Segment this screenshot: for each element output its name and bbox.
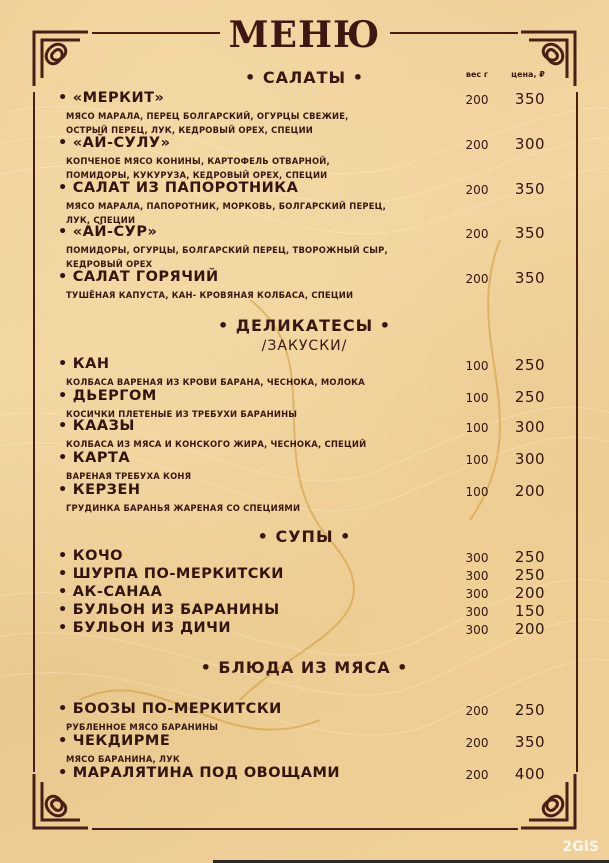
dish-price: 350 [514, 733, 546, 751]
dish-weight: 200 [465, 704, 489, 718]
dish-description: КОСИЧКИ ПЛЕТЕНЫЕ ИЗ ТРЕБУХИ БАРАНИНЫ [66, 409, 298, 419]
dish-price: 250 [514, 548, 546, 566]
dish-price: 300 [514, 450, 546, 468]
dish-description: КЕДРОВЫЙ ОРЕХ [66, 259, 153, 269]
dish-description: МЯСО БАРАНИНА, ЛУК [66, 754, 180, 764]
dish-weight: 100 [465, 391, 489, 405]
dish-weight: 100 [465, 359, 489, 373]
dish-price: 250 [514, 701, 546, 719]
column-weight-label: вес г [465, 70, 489, 79]
dish-description: КОЛБАСА ВАРЕНАЯ ИЗ КРОВИ БАРАНА, ЧЕСНОКА, МОЛОКА [66, 377, 365, 387]
dish-name: • ШУРПА ПО-МЕРКИТСКИ [58, 566, 284, 582]
page-title: МЕНЮ [228, 14, 381, 56]
dish-weight: 200 [465, 736, 489, 750]
column-price-label: цена, ₽ [511, 70, 545, 79]
dish-name: • КААЗЫ [58, 418, 135, 434]
dish-name: • «АЙ-СУЛУ» [58, 135, 170, 151]
dish-price: 200 [514, 584, 546, 602]
dish-price: 300 [514, 135, 546, 153]
dish-name: • ЧЕКДИРМЕ [58, 733, 170, 749]
section-subtitle: /ЗАКУСКИ/ [261, 338, 348, 354]
dish-description: ГРУДИНКА БАРАНЬЯ ЖАРЕНАЯ СО СПЕЦИЯМИ [66, 503, 301, 513]
dish-price: 350 [514, 269, 546, 287]
dish-name: • БУЛЬОН ИЗ БАРАНИНЫ [58, 602, 280, 618]
dish-weight: 200 [465, 183, 489, 197]
dish-price: 150 [514, 602, 546, 620]
dish-weight: 300 [465, 569, 489, 583]
dish-name: • МАРАЛЯТИНА ПОД ОВОЩАМИ [58, 765, 340, 781]
dish-price: 200 [514, 620, 546, 638]
dish-price: 350 [514, 224, 546, 242]
dish-price: 350 [514, 180, 546, 198]
dish-description: МЯСО МАРАЛА, ПАПОРОТНИК, МОРКОВЬ, БОЛГАРСКИЙ ПЕРЕЦ, [66, 201, 386, 211]
dish-price: 250 [514, 566, 546, 584]
dish-weight: 200 [465, 93, 489, 107]
dish-name: • САЛАТ ИЗ ПАПОРОТНИКА [58, 180, 298, 196]
dish-description: МЯСО МАРАЛА, ПЕРЕЦ БОЛГАРСКИЙ, ОГУРЦЫ СВЕЖИЕ, [66, 111, 349, 121]
dish-description: ПОМИДОРЫ, ОГУРЦЫ, БОЛГАРСКИЙ ПЕРЕЦ, ТВОРОЖНЫЙ СЫР, [66, 245, 388, 255]
dish-name: • «АЙ-СУР» [58, 224, 157, 240]
watermark-logo: 2GIS [562, 839, 599, 855]
section-title: • САЛАТЫ • [245, 68, 364, 87]
dish-weight: 200 [465, 227, 489, 241]
dish-weight: 300 [465, 623, 489, 637]
dish-name: • «МЕРКИТ» [58, 90, 164, 106]
section-title: • ДЕЛИКАТЕСЫ • [217, 316, 392, 335]
dish-price: 350 [514, 90, 546, 108]
dish-name: • КАН [58, 356, 110, 372]
frame-bottom [92, 828, 518, 830]
dish-price: 200 [514, 482, 546, 500]
dish-price: 250 [514, 388, 546, 406]
dish-weight: 100 [465, 453, 489, 467]
dish-name: • САЛАТ ГОРЯЧИЙ [58, 269, 219, 285]
section-title: • БЛЮДА ИЗ МЯСА • [200, 658, 409, 677]
dish-name: • ДЬЕРГОМ [58, 388, 157, 404]
section-title: • СУПЫ • [257, 527, 352, 546]
dish-name: • БООЗЫ ПО-МЕРКИТСКИ [58, 701, 282, 717]
dish-description: КОЛБАСА ИЗ МЯСА И КОНСКОГО ЖИРА, ЧЕСНОКА, СПЕЦИЙ [66, 439, 367, 449]
dish-price: 250 [514, 356, 546, 374]
dish-weight: 300 [465, 551, 489, 565]
dish-description: РУБЛЕННОЕ МЯСО БАРАНИНЫ [66, 722, 219, 732]
dish-weight: 300 [465, 587, 489, 601]
dish-price: 400 [514, 765, 546, 783]
dish-name: • КЕРЗЕН [58, 482, 141, 498]
dish-description: КОПЧЕНОЕ МЯСО КОНИНЫ, КАРТОФЕЛЬ ОТВАРНОЙ, [66, 156, 330, 166]
dish-name: • АК-САНАА [58, 584, 162, 600]
dish-name: • КОЧО [58, 548, 123, 564]
dish-description: ЛУК, СПЕЦИИ [66, 215, 136, 225]
dish-name: • КАРТА [58, 450, 130, 466]
dish-description: ОСТРЫЙ ПЕРЕЦ, ЛУК, КЕДРОВЫЙ ОРЕХ, СПЕЦИИ [66, 125, 313, 135]
dish-description: ВАРЕНАЯ ТРЕБУХА КОНЯ [66, 471, 192, 481]
dish-name: • БУЛЬОН ИЗ ДИЧИ [58, 620, 231, 636]
dish-price: 300 [514, 418, 546, 436]
dish-weight: 200 [465, 768, 489, 782]
dish-weight: 200 [465, 272, 489, 286]
dish-weight: 100 [465, 485, 489, 499]
dish-weight: 300 [465, 605, 489, 619]
dish-description: ТУШЁНАЯ КАПУСТА, КАН- КРОВЯНАЯ КОЛБАСА, СПЕЦИИ [66, 290, 354, 300]
dish-weight: 200 [465, 138, 489, 152]
dish-description: ПОМИДОРЫ, КУКУРУЗА, КЕДРОВЫЙ ОРЕХ, СПЕЦИИ [66, 170, 328, 180]
dish-weight: 100 [465, 421, 489, 435]
